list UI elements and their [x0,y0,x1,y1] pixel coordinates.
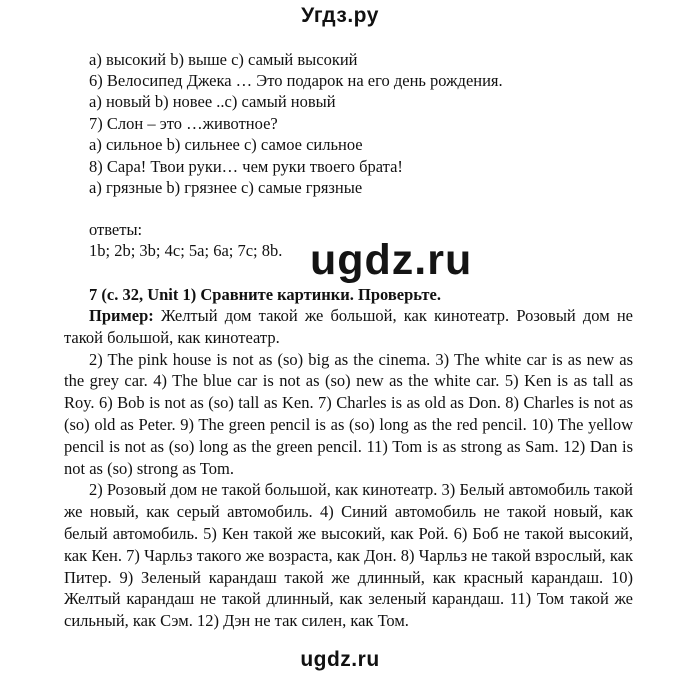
russian-paragraph: 2) Розовый дом не такой большой, как кинотеатр. 3) Белый автомобиль такой же новый, как серый автомобиль. 4) Синий автомобиль не такой новый, как белый автомобиль. 5) Кен такой же высокий, как Рой. 6) Боб не такой высокий, как Кен. 7) Чарльз такого же возраста, как Дон. 8) Чарльз не такой взрослый, как Питер. 9) Зеленый карандаш такой же длинный, как красный карандаш. 10) Желтый карандаш не такой длинный, как зеленый карандаш. 11) Том такой же сильный, как Сэм. 12) Дэн не так силен, как Том. [64,480,633,631]
quiz-line-5: а) сильное b) сильнее c) самое сильное [89,135,363,154]
quiz-line-6: 8) Сара! Твои руки… чем руки твоего брата! [89,157,403,176]
site-footer: ugdz.ru [300,648,380,671]
quiz-line-4: 7) Слон – это …животное? [89,114,278,133]
site-header: Угдз.ру [301,4,379,27]
quiz-line-3: а) новый b) новее ..c) самый новый [89,92,336,111]
english-paragraph: 2) The pink house is not as (so) big as the cinema. 3) The white car is as new as the grey car. 4) The blue car is not as (so) new as the white car. 5) Ken is as tall as Roy. 6) Bob is not as (so) tall as Ken. 7) Charles is as old as Don. 8) Charles is not as (so) old as Peter. 9) The green pencil is as (so) long as the red pencil. 10) The yellow pencil is not as (so) long as the green pencil. 11) Tom is as strong as Sam. 12) Dan is not as (so) strong as Tom. [64,349,633,478]
answers-values: 1b; 2b; 3b; 4c; 5a; 6a; 7c; 8b. [89,241,283,260]
example-paragraph [64,305,633,349]
exercise-title: 7 (с. 32, Unit 1) Сравните картинки. Проверьте. [89,285,441,304]
quiz-line-7: а) грязные b) грязнее c) самые грязные [89,178,363,197]
watermark: ugdz.ru [310,236,473,284]
quiz-line-1: а) высокий b) выше c) самый высокий [89,50,358,69]
exercise-body [64,305,633,632]
answers-label: ответы: [89,220,143,239]
quiz-line-2: 6) Велосипед Джека … Это подарок на его день рождения. [89,71,503,90]
example-text: Желтый дом такой же большой, как кинотеатр. Розовый дом не такой большой, как кинотеатр. [64,306,633,347]
example-label: Пример: [89,306,154,325]
